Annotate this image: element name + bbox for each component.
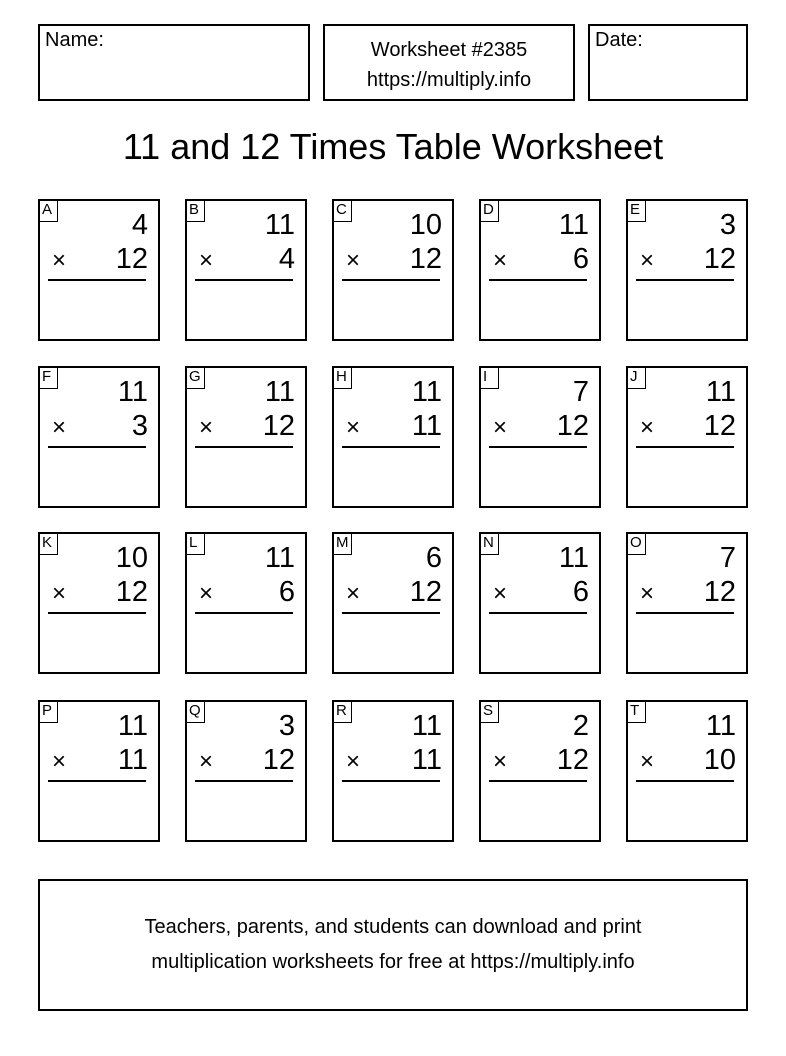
top-operand: 11 bbox=[558, 542, 589, 574]
multiply-sign: × bbox=[640, 414, 655, 441]
answer-rule bbox=[195, 612, 293, 614]
bottom-operand: 12 bbox=[409, 576, 442, 608]
bottom-operand: 12 bbox=[115, 243, 148, 275]
multiply-sign: × bbox=[493, 414, 508, 441]
problem-letter: E bbox=[626, 199, 646, 222]
problem-card[interactable] bbox=[332, 532, 454, 674]
top-operand: 10 bbox=[115, 542, 148, 574]
top-operand: 11 bbox=[264, 209, 295, 241]
top-operand: 11 bbox=[264, 542, 295, 574]
top-operand: 6 bbox=[425, 542, 442, 574]
answer-rule bbox=[342, 612, 440, 614]
page-title: 11 and 12 Times Table Worksheet bbox=[122, 126, 664, 167]
bottom-operand: 12 bbox=[409, 243, 442, 275]
top-operand: 11 bbox=[117, 376, 148, 408]
multiply-sign: × bbox=[493, 748, 508, 775]
bottom-operand: 10 bbox=[703, 744, 736, 776]
bottom-operand: 4 bbox=[278, 243, 295, 275]
problem-letter: T bbox=[626, 700, 646, 723]
top-operand: 11 bbox=[705, 710, 736, 742]
bottom-operand: 12 bbox=[262, 744, 295, 776]
top-operand: 11 bbox=[705, 376, 736, 408]
problem-card[interactable] bbox=[479, 366, 601, 508]
top-operand: 7 bbox=[719, 542, 736, 574]
top-operand: 11 bbox=[411, 710, 442, 742]
multiply-sign: × bbox=[640, 247, 655, 274]
answer-rule bbox=[195, 446, 293, 448]
problem-card[interactable] bbox=[38, 366, 160, 508]
multiply-sign: × bbox=[52, 580, 67, 607]
multiply-sign: × bbox=[199, 580, 214, 607]
problem-card[interactable] bbox=[626, 199, 748, 341]
answer-rule bbox=[48, 279, 146, 281]
problem-card[interactable] bbox=[479, 199, 601, 341]
problem-letter: N bbox=[479, 532, 499, 555]
name-label: Name: bbox=[45, 29, 104, 51]
problem-card[interactable] bbox=[332, 366, 454, 508]
problem-card[interactable] bbox=[479, 700, 601, 842]
problem-card[interactable] bbox=[626, 366, 748, 508]
problem-letter: F bbox=[38, 366, 58, 389]
problem-letter: G bbox=[185, 366, 205, 389]
answer-rule bbox=[48, 780, 146, 782]
top-operand: 2 bbox=[572, 710, 589, 742]
answer-rule bbox=[48, 446, 146, 448]
problem-letter: D bbox=[479, 199, 499, 222]
top-operand: 10 bbox=[409, 209, 442, 241]
multiply-sign: × bbox=[199, 748, 214, 775]
top-operand: 7 bbox=[572, 376, 589, 408]
bottom-operand: 12 bbox=[556, 410, 589, 442]
bottom-operand: 6 bbox=[572, 243, 589, 275]
problem-letter: B bbox=[185, 199, 205, 222]
problem-card[interactable] bbox=[332, 199, 454, 341]
problem-card[interactable] bbox=[626, 532, 748, 674]
bottom-operand: 12 bbox=[262, 410, 295, 442]
multiply-sign: × bbox=[346, 580, 361, 607]
problem-letter: M bbox=[332, 532, 352, 555]
problem-card[interactable] bbox=[626, 700, 748, 842]
problem-letter: P bbox=[38, 700, 58, 723]
top-operand: 11 bbox=[117, 710, 148, 742]
problem-letter: A bbox=[38, 199, 58, 222]
top-operand: 11 bbox=[558, 209, 589, 241]
answer-rule bbox=[195, 279, 293, 281]
answer-rule bbox=[489, 279, 587, 281]
bottom-operand: 11 bbox=[411, 744, 442, 776]
multiply-sign: × bbox=[52, 748, 67, 775]
multiply-sign: × bbox=[346, 748, 361, 775]
multiply-sign: × bbox=[199, 247, 214, 274]
footer-line-1: Teachers, parents, and students can download and print bbox=[144, 916, 642, 938]
answer-rule bbox=[342, 279, 440, 281]
problem-card[interactable] bbox=[185, 700, 307, 842]
problem-letter: L bbox=[185, 532, 205, 555]
multiply-sign: × bbox=[52, 414, 67, 441]
top-operand: 4 bbox=[131, 209, 148, 241]
problem-letter: Q bbox=[185, 700, 205, 723]
answer-rule bbox=[489, 612, 587, 614]
multiply-sign: × bbox=[493, 247, 508, 274]
bottom-operand: 6 bbox=[278, 576, 295, 608]
multiply-sign: × bbox=[640, 748, 655, 775]
answer-rule bbox=[195, 780, 293, 782]
answer-rule bbox=[342, 446, 440, 448]
problem-letter: C bbox=[332, 199, 352, 222]
answer-rule bbox=[636, 279, 734, 281]
problem-card[interactable] bbox=[38, 700, 160, 842]
multiply-sign: × bbox=[346, 247, 361, 274]
problem-letter: S bbox=[479, 700, 499, 723]
problem-card[interactable] bbox=[38, 199, 160, 341]
problem-letter: K bbox=[38, 532, 58, 555]
top-operand: 3 bbox=[278, 710, 295, 742]
bottom-operand: 12 bbox=[115, 576, 148, 608]
bottom-operand: 3 bbox=[131, 410, 148, 442]
bottom-operand: 12 bbox=[703, 410, 736, 442]
answer-rule bbox=[489, 446, 587, 448]
answer-rule bbox=[636, 780, 734, 782]
footer-line-2: multiplication worksheets for free at https://multiply.info bbox=[151, 951, 635, 973]
problem-letter: J bbox=[626, 366, 646, 389]
answer-rule bbox=[636, 612, 734, 614]
problem-letter: R bbox=[332, 700, 352, 723]
answer-rule bbox=[489, 780, 587, 782]
problem-letter: H bbox=[332, 366, 352, 389]
problem-card[interactable] bbox=[332, 700, 454, 842]
multiply-sign: × bbox=[346, 414, 361, 441]
top-operand: 11 bbox=[411, 376, 442, 408]
date-field[interactable] bbox=[588, 24, 748, 101]
bottom-operand: 12 bbox=[556, 744, 589, 776]
bottom-operand: 12 bbox=[703, 243, 736, 275]
problem-card[interactable] bbox=[185, 366, 307, 508]
multiply-sign: × bbox=[493, 580, 508, 607]
top-operand: 11 bbox=[264, 376, 295, 408]
problem-card[interactable] bbox=[185, 532, 307, 674]
multiply-sign: × bbox=[640, 580, 655, 607]
bottom-operand: 11 bbox=[117, 744, 148, 776]
bottom-operand: 12 bbox=[703, 576, 736, 608]
answer-rule bbox=[342, 780, 440, 782]
top-operand: 3 bbox=[719, 209, 736, 241]
problem-letter: I bbox=[479, 366, 499, 389]
answer-rule bbox=[48, 612, 146, 614]
date-label: Date: bbox=[595, 29, 643, 51]
problem-card[interactable] bbox=[185, 199, 307, 341]
problem-card[interactable] bbox=[479, 532, 601, 674]
bottom-operand: 11 bbox=[411, 410, 442, 442]
bottom-operand: 6 bbox=[572, 576, 589, 608]
name-field[interactable] bbox=[38, 24, 310, 101]
worksheet-number: Worksheet #2385 bbox=[370, 39, 528, 61]
answer-rule bbox=[636, 446, 734, 448]
multiply-sign: × bbox=[52, 247, 67, 274]
footer-box bbox=[38, 879, 748, 1011]
problem-card[interactable] bbox=[38, 532, 160, 674]
multiply-sign: × bbox=[199, 414, 214, 441]
problem-letter: O bbox=[626, 532, 646, 555]
worksheet-info-box bbox=[323, 24, 575, 101]
worksheet-url: https://multiply.info bbox=[366, 69, 532, 91]
